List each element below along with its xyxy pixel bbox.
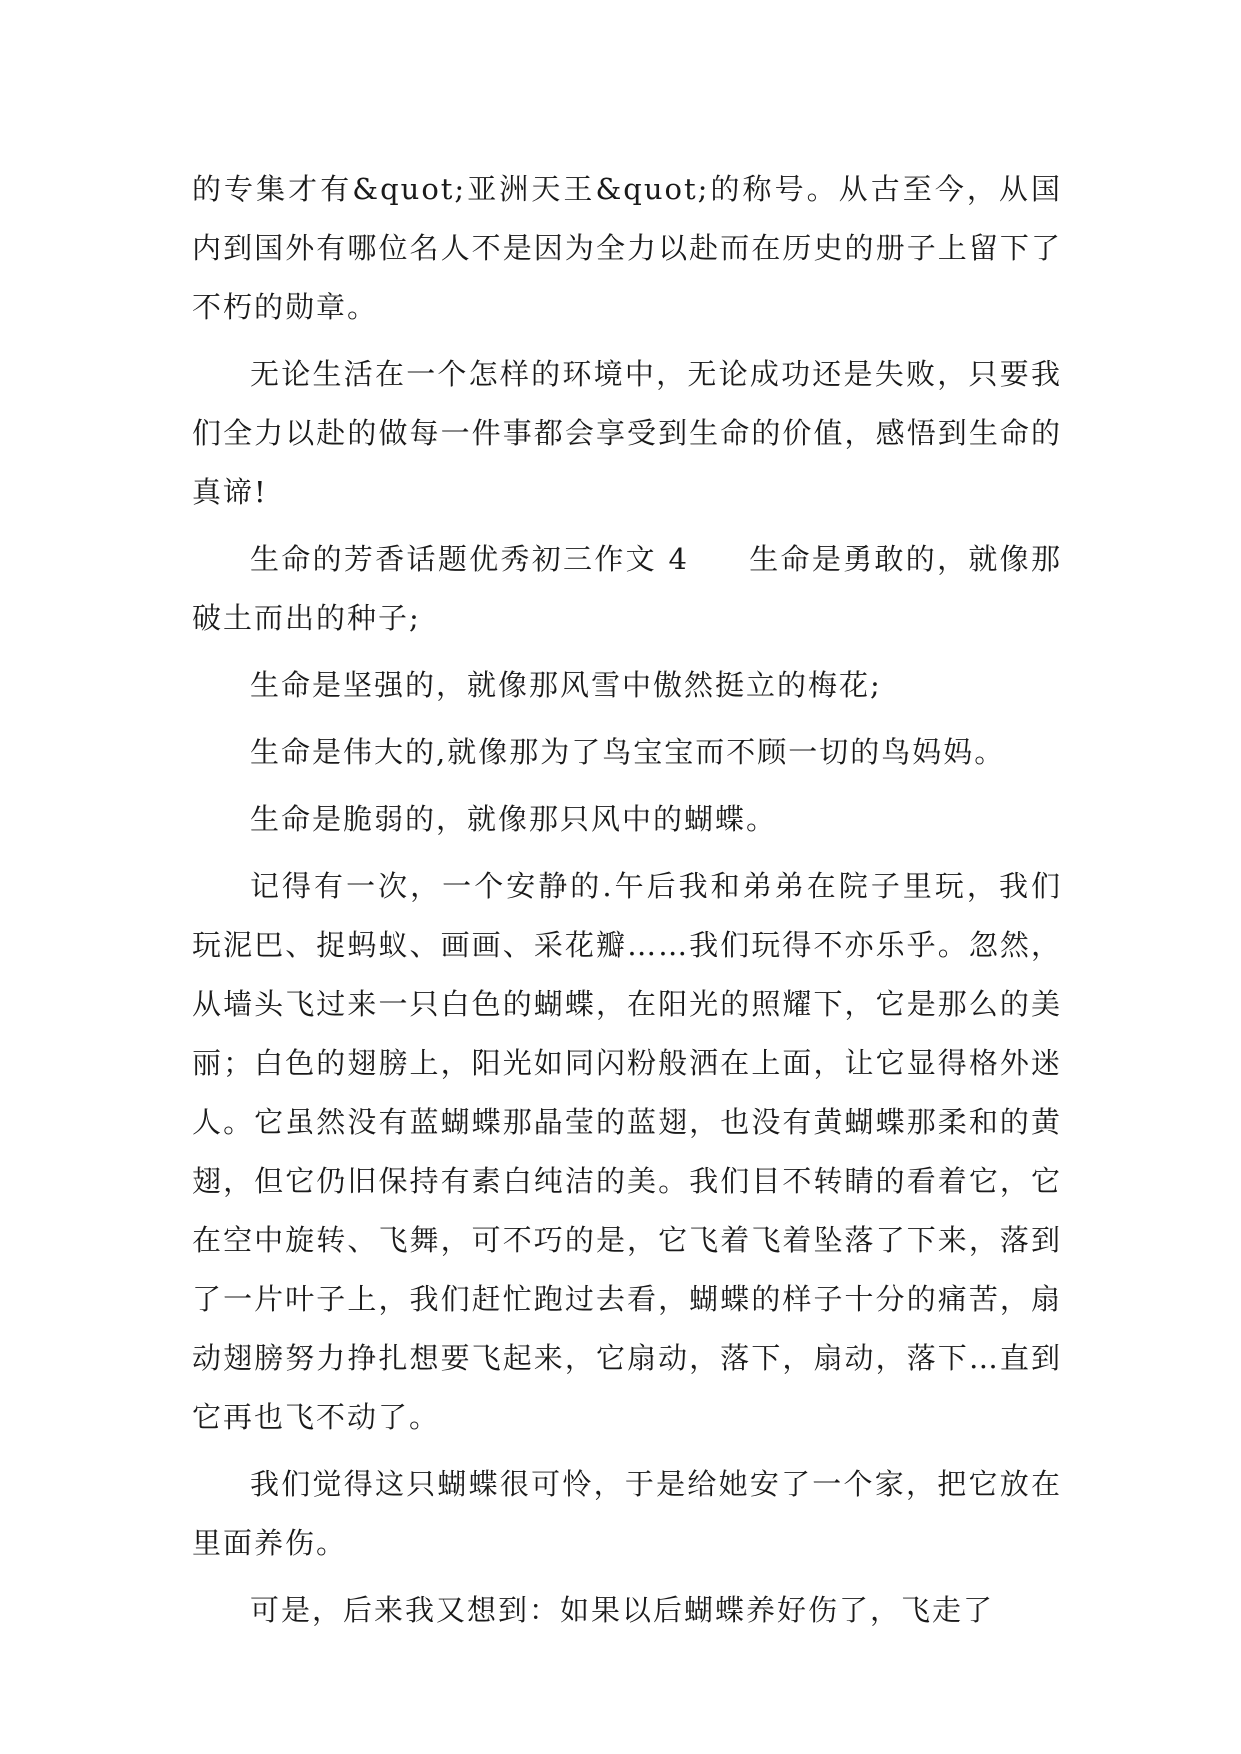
paragraph-9: 可是，后来我又想到：如果以后蝴蝶养好伤了，飞走了 [250,1593,995,1627]
paragraph-3 [192,530,1062,648]
document-body [192,160,1062,1648]
paragraph-6: 生命是脆弱的，就像那只风中的蝴蝶。 [250,802,778,836]
essay-heading: 生命的芳香话题优秀初三作文 4 [250,542,689,576]
paragraph-2: 无论生活在一个怎样的环境中，无论成功还是失败，只要我们全力以赴的做每一件事都会享受到生命的价值，感悟到生命的真谛! [192,357,1062,509]
paragraph-4: 生命是坚强的，就像那风雪中傲然挺立的梅花; [250,668,882,702]
paragraph-1: 的专集才有&quot;亚洲天王&quot;的称号。从古至今，从国内到国外有哪位名人不是因为全力以赴而在历史的册子上留下了不朽的勋章。 [192,172,1062,324]
paragraph-5: 生命是伟大的,就像那为了鸟宝宝而不顾一切的鸟妈妈。 [250,735,1006,769]
paragraph-8: 我们觉得这只蝴蝶很可怜，于是给她安了一个家，把它放在里面养伤。 [192,1467,1062,1560]
paragraph-7: 记得有一次，一个安静的.午后我和弟弟在院子里玩，我们玩泥巴、捉蚂蚁、画画、采花瓣……我们玩得不亦乐乎。忽然，从墙头飞过来一只白色的蝴蝶，在阳光的照耀下，它是那么的美丽；白色的翅膀上，阳光如同闪粉般洒在上面，让它显得格外迷人。它虽然没有蓝蝴蝶那晶莹的蓝翅，也没有黄蝴蝶那柔和的黄翅，但它仍旧保持有素白纯洁的美。我们目不转睛的看着它，它在空中旋转、飞舞，可不巧的是，它飞着飞着坠落了下来，落到了一片叶子上，我们赶忙跑过去看，蝴蝶的样子十分的痛苦，扇动翅膀努力挣扎想要飞起来，它扇动，落下，扇动，落下…直到它再也飞不动了。 [192,869,1062,1434]
paragraph-3-text: 生命是勇敢的，就像那破土而出的种子; [192,542,1062,635]
